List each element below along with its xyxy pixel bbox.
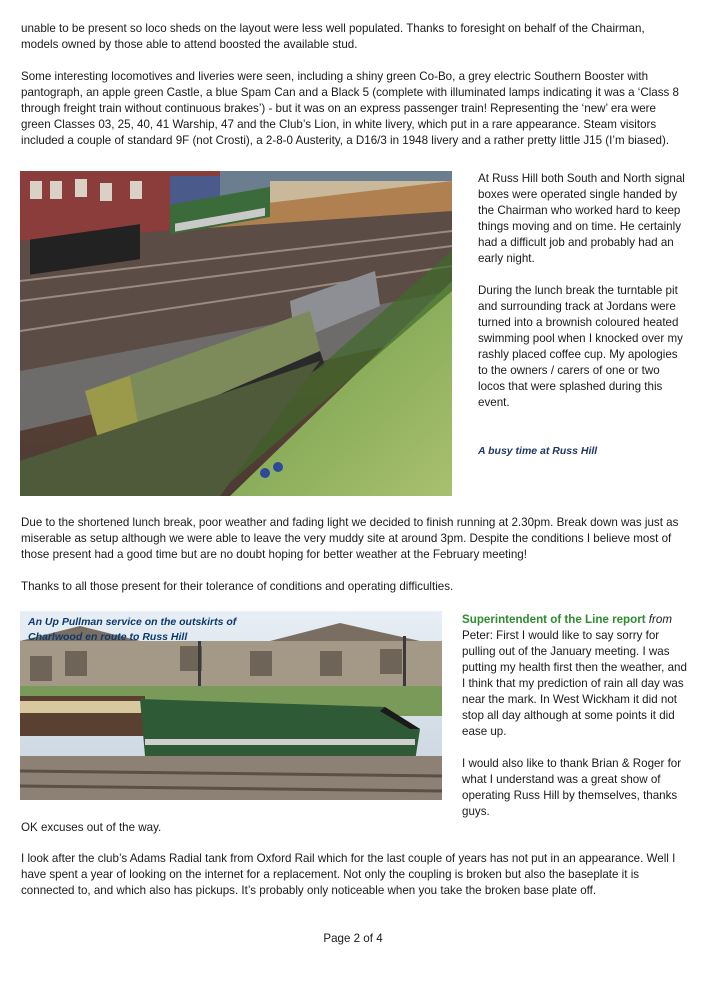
photo-up-pullman xyxy=(20,611,442,800)
photo-caption-busy-time: A busy time at Russ Hill xyxy=(478,445,598,457)
paragraph-locomotives: Some interesting locomotives and liveries were seen, including a shiny green Co-Bo, a grey electric Southern Booster with pantograph, an apple green Castle, a blue Spam Can and a Black 5 (complete with illuminated lamps indicating it was a ‘Class 8 through freight train without continuous brakes’) - but it was on an express passenger train! Representing the ‘new’ era were green Classes 03, 25, 40, 41 Warship, 47 and the Club’s Lion, in white livery, which put in a rare appearance. Steam visitors included a couple of standard 9F (not Crosti), a 2-8-0 Austerity, a D16/3 in 1948 livery and a rather pretty little J15 (I’m biased). xyxy=(21,70,679,147)
sidebar-paragraph-lunch-break: During the lunch break the turntable pit and surrounding track at Jordans were turned into a brownish coloured heated swimming pool when I knocked over my rashly placed coffee cup. My apologies to the owners / carers of one or two locos that were splashed during this event. xyxy=(478,284,683,409)
sidebar-paragraph-thanks: I would also like to thank Brian & Roger for what I understand was a great show of operating Russ Hill by themselves, thanks guys. xyxy=(462,757,682,818)
sidebar-russ-hill xyxy=(478,171,688,459)
page-number: Page 2 of 4 xyxy=(323,932,383,945)
paragraph-finish: Due to the shortened lunch break, poor weather and fading light we decided to finish running at 2.30pm. Break down was just as miserable as setup although we were able to leave the very muddy site at around 3pm. Despite the conditions I believe most of those present had a good time but are no doubt hoping for better weather at the February meeting! xyxy=(21,516,679,561)
layout-photo-illustration xyxy=(20,171,452,496)
report-text: Peter: First I would like to say sorry for pulling out of the January meeting. I was putting my health first then the weather, and I think that my prediction of rain all day was near the mark. In West Wickham it did not stop all day although at some points it did ease up. xyxy=(462,629,687,738)
paragraph-adams-radial: I look after the club’s Adams Radial tank from Oxford Rail which for the last couple of years has not put in an appearance. Well I have spent a year of looking on the internet for a replacement. Not only the coupling is broken but also the baseplate it is connected to, and which also has pickups. It’s probably only noticeable when you take the broken base plate off. xyxy=(21,852,676,897)
sidebar-superintendent-report xyxy=(462,612,690,820)
photo-caption-pullman: An Up Pullman service on the outskirts of Charlwood en route to Russ Hill xyxy=(28,616,237,643)
report-heading: Superintendent of the Line report xyxy=(462,613,646,626)
photo-russ-hill-layout xyxy=(20,171,452,496)
sidebar-paragraph-signal-boxes: At Russ Hill both South and North signal boxes were operated single handed by the Chairman who worked hard to keep things moving and on time. He certainly had a difficult job and probably had an early night. xyxy=(478,172,685,265)
paragraph-excuses: OK excuses out of the way. xyxy=(21,821,162,834)
report-from-label: from xyxy=(645,613,672,626)
paragraph-thanks: Thanks to all those present for their tolerance of conditions and operating difficulties. xyxy=(21,580,454,593)
paragraph-intro: unable to be present so loco sheds on the layout were less well populated. Thanks to foresight on behalf of the Chairman, models owned by those able to attend boosted the available stud. xyxy=(21,22,645,51)
sidebar-paragraph-report xyxy=(462,612,690,740)
